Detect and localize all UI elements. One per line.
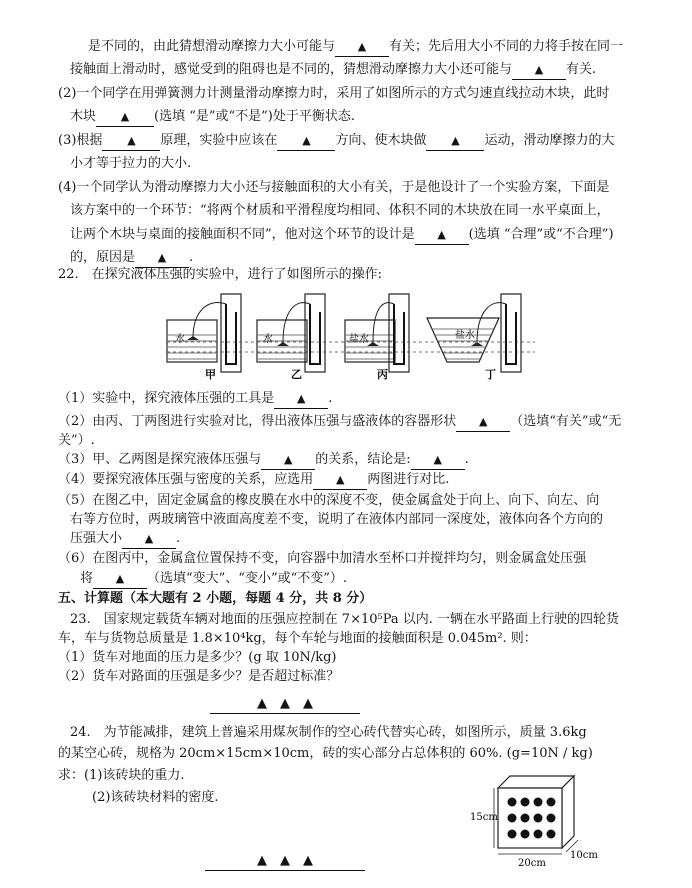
q22-part-6-cont: 将 ▲ （选填“变大”、“变小”或“不变”）. (80, 570, 347, 589)
answer-blank[interactable]: ▲ (297, 392, 306, 405)
q21-line-9: 让两个木块与桌面的接触面积不同”，他对这个环节的设计是 ▲ (选填 “合理”或“不合理”) (70, 226, 614, 245)
answer-blank[interactable]: ▲ (437, 228, 446, 241)
q24-line-4: (2)该砖块材料的密度. (92, 790, 219, 805)
figure-label-yi: 乙 (291, 368, 302, 380)
q22-part-6: （6）在图丙中，金属盒位置保持不变，向容器中加清水至杯口并搅拌均匀，则金属盒处压强 (58, 551, 587, 566)
answer-blank[interactable]: ▲ (357, 40, 367, 53)
q22-part-5-cont: 右等方位时，两玻璃管中液面高度差不变，说明了在液体内部同一深度处，液体向各个方向的 (70, 512, 604, 527)
beaker-bing (345, 294, 409, 372)
q24-line-3: 求：(1)该砖块的重力. (58, 768, 185, 783)
q21-line-7: (4)一个同学认为滑动摩擦力大小还与接触面积的大小有关，于是他设计了一个实验方案，下面是 (58, 180, 610, 195)
q24-answer[interactable]: ▲ ▲ ▲ (205, 852, 365, 871)
answer-blank[interactable]: ▲ (451, 134, 460, 147)
liquid-label: 盐水 (349, 334, 369, 345)
q22-part-2-cont: 关”）. (58, 433, 95, 448)
answer-blank[interactable]: ▲ (336, 473, 345, 486)
figure-label-jia: 甲 (205, 368, 216, 380)
beaker-yi (257, 294, 325, 372)
q22-part-4: （4）要探究液体压强与密度的关系，应选用 ▲ 两图进行对比. (58, 471, 449, 490)
q22-part-2: （2）由丙、丁两图进行实验对比，得出液体压强与盛液体的容器形状 ▲ （选填“有关”或“无 (58, 413, 621, 432)
answer-blank[interactable]: ▲ (144, 532, 154, 545)
figure-label-ding: 丁 (485, 368, 496, 380)
brick-width-label: 20cm (518, 858, 546, 869)
q22-part-1: （1）实验中，探究液体压强的工具是 ▲ . (58, 390, 332, 409)
answer-blank[interactable]: ▲ (534, 63, 544, 76)
answer-blank[interactable]: ▲ (157, 251, 167, 264)
q21-line-2: 接触面上滑动时，感觉受到的阻碍也是不同的，猜想滑动摩擦力大小还可能与 ▲ 有关. (70, 61, 596, 80)
q22-part-3: （3）甲、乙两图是探究液体压强与 ▲ 的关系，结论是: ▲ . (58, 451, 469, 470)
answer-blank[interactable]: ▲ (120, 110, 130, 123)
beaker-ding (427, 294, 521, 372)
beaker-jia (167, 294, 241, 372)
liquid-label: 盐水 (455, 330, 475, 341)
q24-line-1: 24. 为节能减排，建筑上普遍采用煤灰制作的空心砖代替实心砖，如图所示，质量 3.6kg (70, 725, 587, 740)
q21-line-3: (2)一个同学在用弹簧测力计测量滑动摩擦力时，采用了如图所示的方式匀速直线拉动木块，此时 (58, 86, 610, 101)
q21-line-10: 的，原因是 ▲ . (70, 249, 193, 268)
q21-line-5: (3)根据 ▲ 原理，实验中应该在 ▲ 方向、使木块做 ▲ 运动，滑动摩擦力的大 (58, 132, 614, 151)
hollow-brick-figure (470, 770, 600, 870)
q23-line-3: （1）货车对地面的压力是多少？(g 取 10N/kg) (58, 650, 337, 665)
q22-part-5: （5）在图乙中，固定金属盒的橡皮膜在水中的深度不变，使金属盒处于向上、向下、向左、向 (58, 493, 600, 508)
liquid-pressure-figure (165, 290, 537, 380)
q23-line-4: （2）货车对路面的压强是多少？是否超过标准？ (58, 669, 340, 684)
answer-blank[interactable]: ▲ (433, 453, 442, 466)
liquid-label: 水 (175, 334, 185, 345)
section-title: 五、计算题（本大题有 2 小题，每题 4 分，共 8 分） (58, 591, 373, 606)
q24-line-2: 的某空心砖，规格为 20cm×15cm×10cm，砖的实心部分占总体积的 60%. (g=10N / kg) (58, 746, 593, 761)
liquid-label: 水 (263, 334, 273, 345)
q23-answer[interactable]: ▲ ▲ ▲ (210, 695, 360, 714)
q21-line-1: 是不同的，由此猜想滑动摩擦力大小可能与 ▲ 有关；先后用大小不同的力将手按在同一 (88, 38, 623, 57)
q21-line-4: 木块 ▲ (选填 “是”或“不是”)处于平衡状态. (70, 108, 355, 127)
q22-title: 22. 在探究液体压强的实验中，进行了如图所示的操作: (58, 267, 383, 282)
brick-height-label: 15cm (470, 812, 498, 823)
answer-blank[interactable]: ▲ (127, 134, 136, 147)
q23-line-2: 车，车与货物总质量是 1.8×10⁴kg，每个车轮与地面的接触面积是 0.045m². 则： (58, 631, 537, 646)
answer-blank[interactable]: ▲ (479, 415, 488, 428)
answer-blank[interactable]: ▲ (284, 453, 293, 466)
q21-line-8: 该方案中的一个环节：“将两个材质和平滑程度均相同、体积不同的木块放在同一水平桌面上， (70, 203, 610, 218)
brick-depth-label: 10cm (570, 850, 598, 861)
q21-line-6: 小才等于拉力的大小. (70, 156, 192, 171)
figure-label-bing: 丙 (377, 368, 388, 380)
q22-part-5-cont2: 压强大小 ▲ . (70, 530, 180, 549)
q23-line-1: 23. 国家规定载货车辆对地面的压强应控制在 7×10⁵Pa 以内. 一辆在水平路面上行驶的四轮货 (70, 612, 620, 627)
answer-blank[interactable]: ▲ (302, 134, 311, 147)
answer-blank[interactable]: ▲ (115, 572, 125, 585)
